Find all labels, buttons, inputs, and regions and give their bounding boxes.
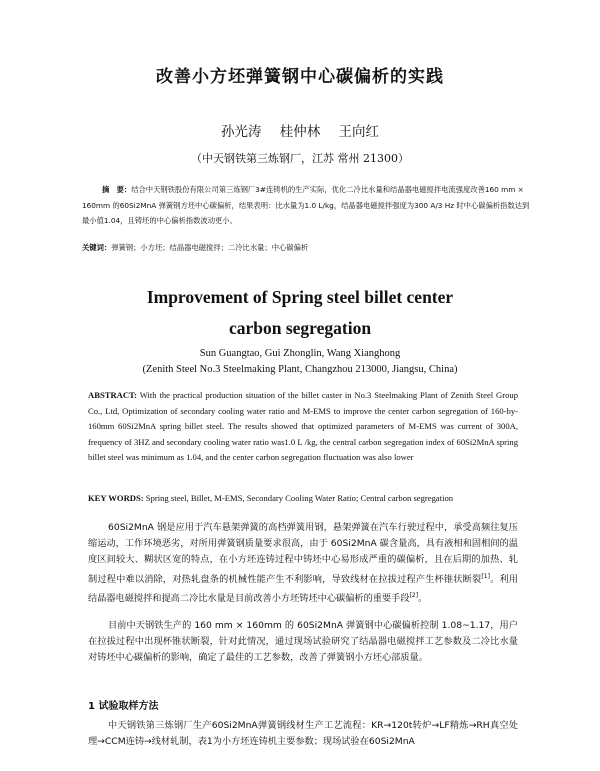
chinese-abstract xyxy=(82,182,530,229)
para1-text-c: 。 xyxy=(418,592,428,604)
para1-text-a: 60Si2MnA 钢是应用于汽车悬架弹簧的高档弹簧用钢，悬架弹簧在汽车行驶过程中，承受高频往复压缩运动，工作环境恶劣，对所用弹簧钢质量要求很高，由于 60Si2MnA 碳含量高，具有液相和固相间的温度区间较大、糊状区宽的特点，在小方坯连铸过程中铸坯中心易形成严重的碳偏析，且在后期的加热、轧制过程中难以消除，对热轧盘条的机械性能产生不利影响，导致线材在拉拔过程产生杯锥状断裂 xyxy=(88,522,518,585)
chinese-keywords-label: 关键词： xyxy=(82,243,112,252)
para1-text-b: 。利用结晶器电磁搅拌和提高二冷比水量是目前改善小方坯铸坯中心碳偏析的重要手段 xyxy=(88,573,519,604)
english-title xyxy=(0,282,600,344)
citation-1[interactable]: [1] xyxy=(481,572,490,580)
chinese-abstract-label: 摘 要： xyxy=(102,185,132,194)
section-heading-1: 1 试验取样方法 xyxy=(88,701,159,712)
chinese-keywords xyxy=(82,242,552,254)
english-abstract xyxy=(88,388,518,466)
chinese-title: 改善小方坯弹簧钢中心碳偏析的实践 xyxy=(156,67,444,87)
body-paragraph-1 xyxy=(88,520,518,607)
english-authors: Sun Guangtao, Gui Zhonglin, Wang Xianghong xyxy=(199,348,401,359)
chinese-authors: 孙光涛 桂仲林 王向红 xyxy=(220,124,380,140)
body-paragraph-3: 中天钢铁第三炼钢厂生产60Si2MnA弹簧钢线材生产工艺流程：KR→120t转炉→LF精炼→RH真空处理→CCM连铸→线材轧制，表1为小方坯连铸机主要参数；现场试验在60Si2MnA xyxy=(88,720,518,748)
english-affiliation: (Zenith Steel No.3 Steelmaking Plant, Changzhou 213000, Jiangsu, China) xyxy=(142,364,458,375)
body-paragraph-2: 目前中天钢铁生产的 160 mm × 160mm 的 60Si2MnA 弹簧钢中心碳偏析控制 1.08~1.17，用户在拉拔过程中出现杯锥状断裂，针对此情况，通过现场试验研究了结晶器电磁搅拌工艺参数及二冷比水量对铸坯中心碳偏析的影响，确定了最佳的工艺参数，改善了弹簧钢小方坯心部质量。 xyxy=(88,620,518,664)
english-keywords-text: Spring steel, Billet, M-EMS, Secondary Cooling Water Ratio; Central carbon segregation xyxy=(143,493,454,503)
english-title-line2: carbon segregation xyxy=(228,318,372,338)
english-abstract-text: With the practical production situation of the billet caster in No.3 Steelmaking Plant of Zenith Steel Group Co., Ltd, Optimization of secondary cooling water ratio and M-EMS to improve the center carbon segregation of 160-by-160mm 60Si2MnA spring billet steel. The results showed that optimized parameters of M-EMS was current of 300A, frequency of 3HZ and secondary cooling water ratio was1.0 L /kg, the central carbon segregation index of 60Si2MnA spring billet steel was minimum as 1.04, and the center carbon segregation fluctuation was also lower xyxy=(88,390,518,462)
chinese-keywords-text: 弹簧钢；小方坯；结晶器电磁搅拌；二冷比水量；中心碳偏析 xyxy=(111,243,309,252)
english-keywords-label: KEY WORDS: xyxy=(88,493,144,503)
chinese-affiliation: （中天钢铁第三炼钢厂，江苏 常州 21300） xyxy=(191,152,409,165)
english-keywords xyxy=(88,493,528,503)
chinese-abstract-text: 结合中天钢铁股份有限公司第三炼钢厂3#连铸机的生产实际，优化二冷比水量和结晶器电磁搅拌电流强度改善160 mm × 160mm 的60Si2MnA 弹簧钢方坯中心碳偏析，结果表明：比水量为1.0 L/kg，结晶器电磁搅拌强度为300 A/3 Hz 时中心碳偏析指数达到最小值1.04，且铸坯的中心偏析指数波动更小。 xyxy=(82,185,530,225)
english-title-line1: Improvement of Spring steel billet center xyxy=(146,287,454,307)
citation-2[interactable]: [2] xyxy=(409,591,419,599)
english-abstract-label: ABSTRACT: xyxy=(88,390,138,400)
